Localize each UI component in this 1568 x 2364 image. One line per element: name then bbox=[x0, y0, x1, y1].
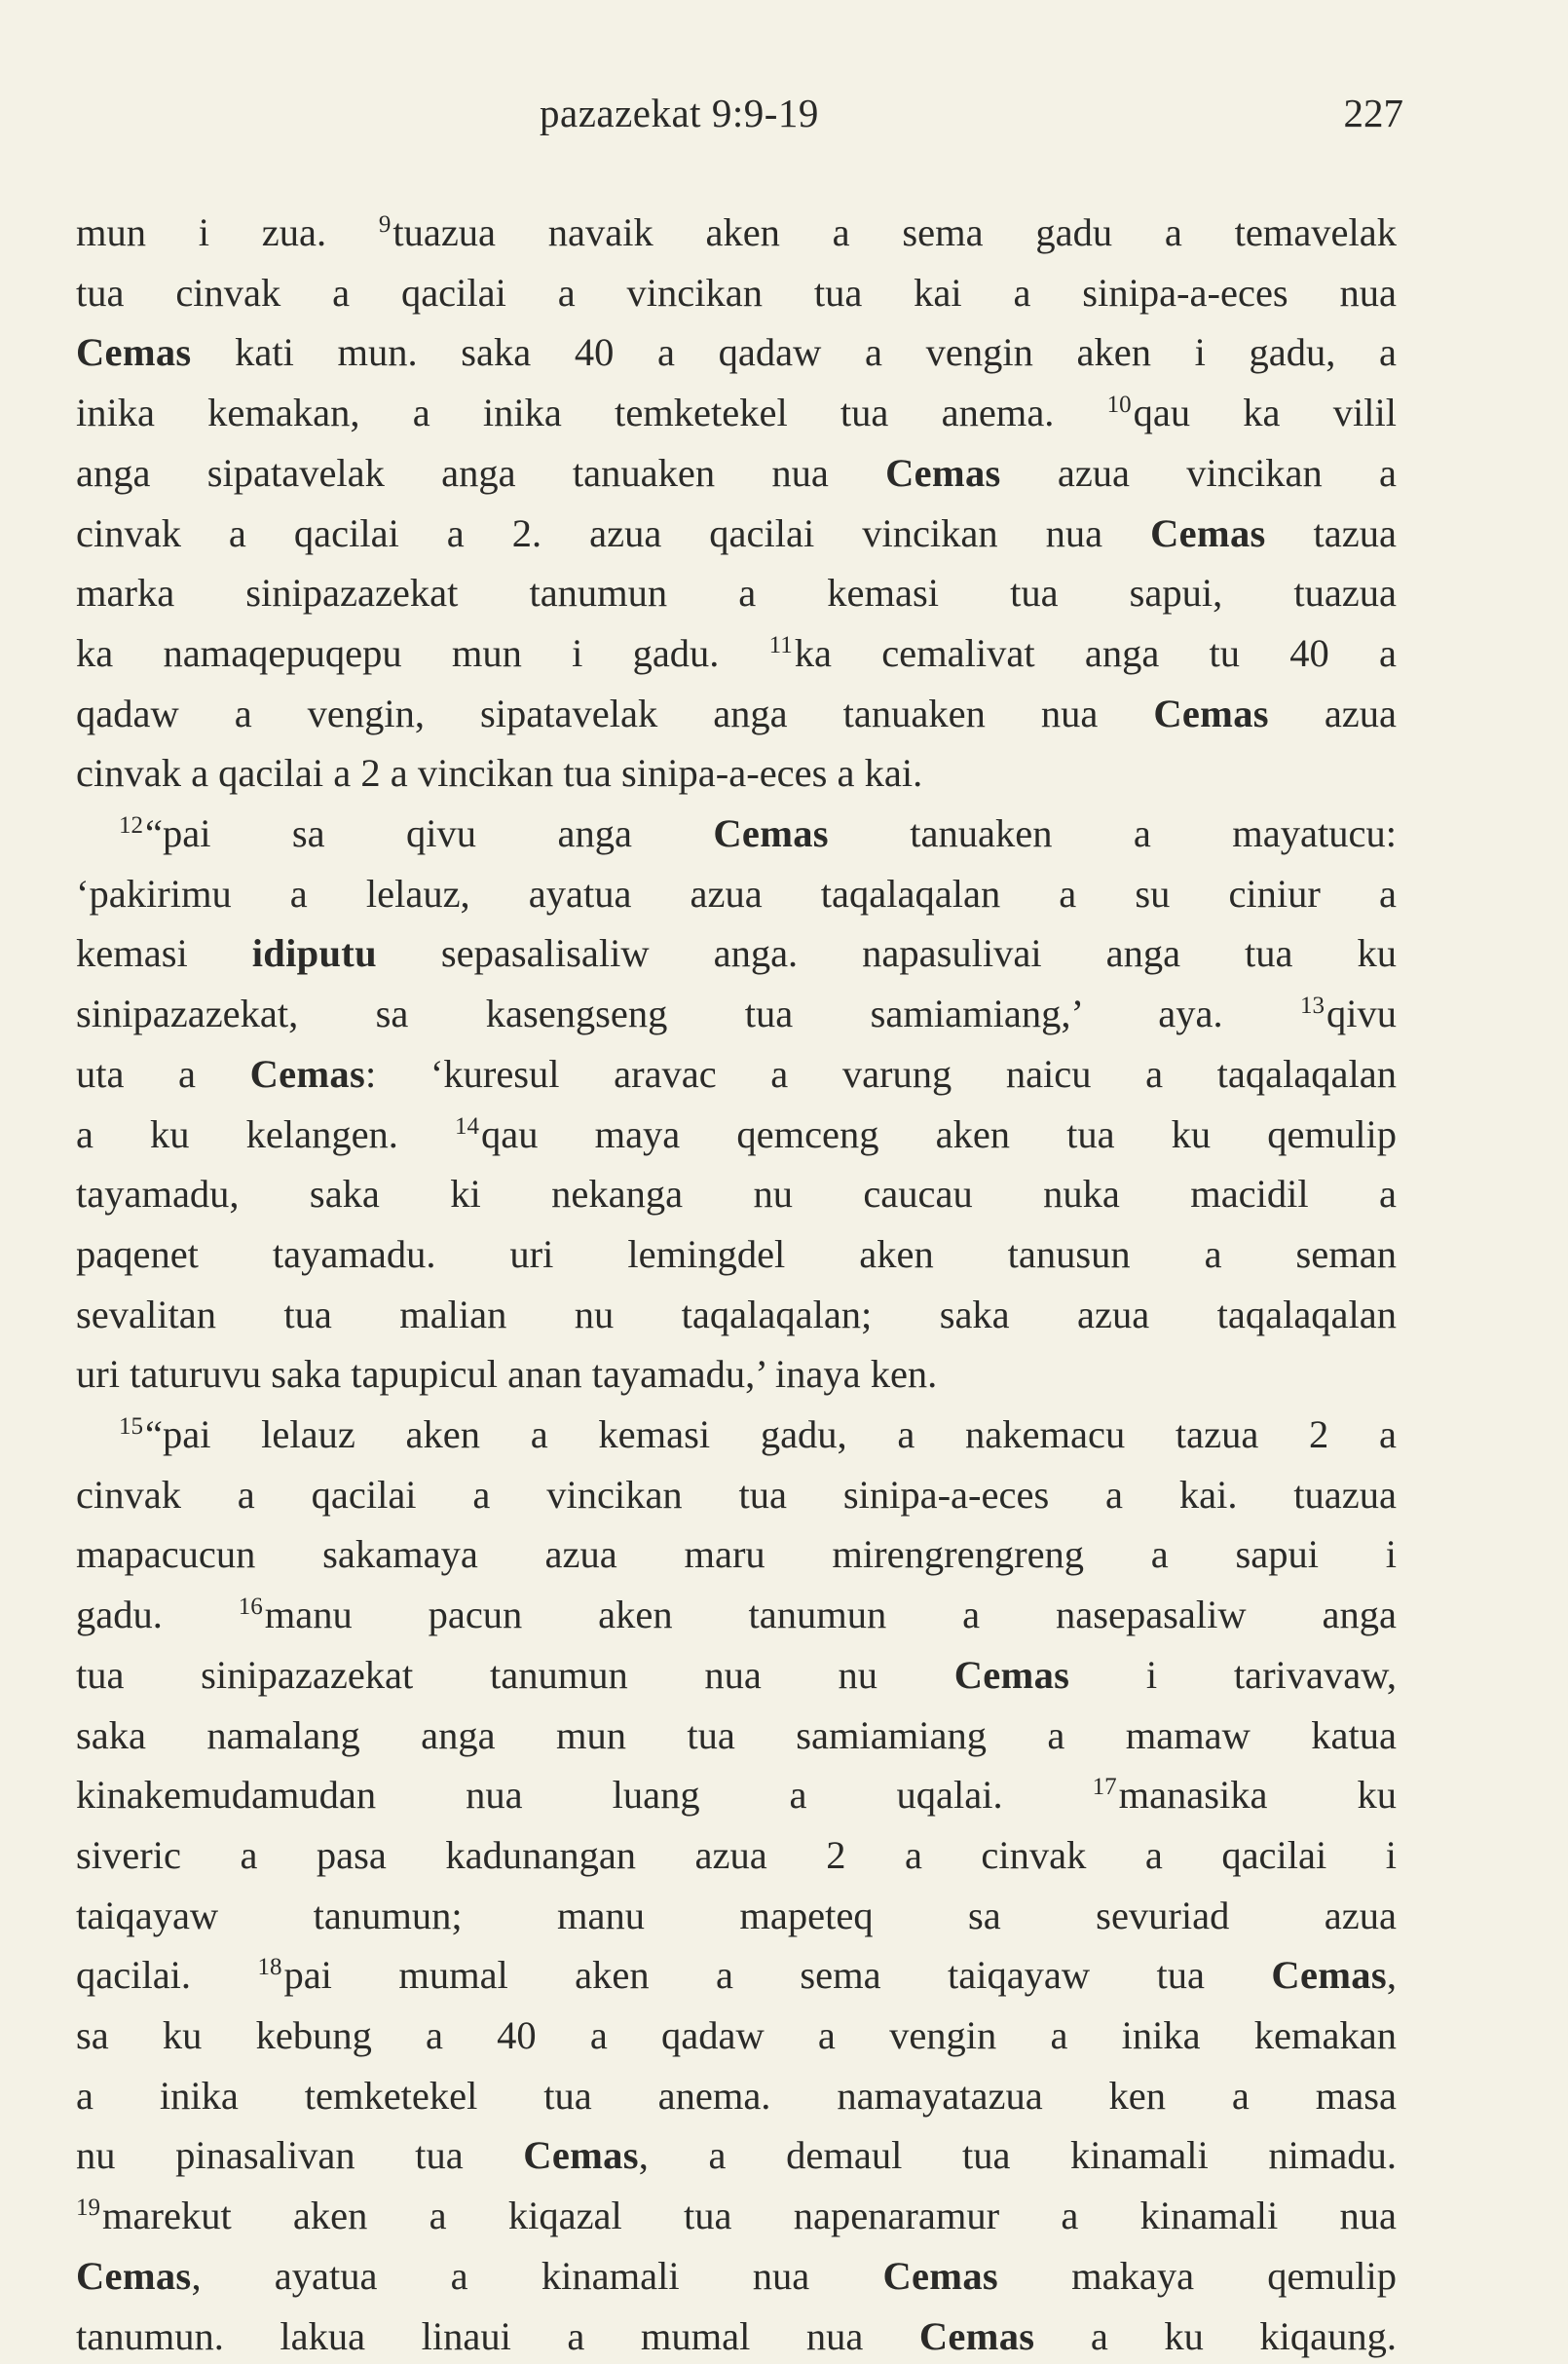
text-run: inika kemakan, a inika temketekel tua anema. bbox=[76, 391, 1107, 435]
text-run: kemasi bbox=[76, 931, 252, 976]
text-line bbox=[76, 1108, 1397, 1161]
text-run: a inika temketekel tua anema. namayatazua ken a masa bbox=[76, 2073, 1397, 2118]
text-line bbox=[76, 1829, 1397, 1882]
text-run: “pai lelauz aken a kemasi gadu, a nakemacu tazua 2 a bbox=[145, 1412, 1397, 1456]
text-run: pai mumal aken a sema taiqayaw tua bbox=[283, 1953, 1272, 1998]
text-line bbox=[76, 927, 1397, 980]
text-line bbox=[76, 1589, 1397, 1641]
verse-number: 19 bbox=[76, 2195, 100, 2222]
text-run: i tarivavaw, bbox=[1069, 1652, 1397, 1697]
text-run: a ku kelangen. bbox=[76, 1111, 456, 1156]
text-run: qadaw a vengin, sipatavelak anga tanuaken nua bbox=[76, 691, 1154, 735]
text-run: tuazua navaik aken a sema gadu a temavelak bbox=[392, 210, 1397, 254]
verse-number: 17 bbox=[1092, 1774, 1117, 1801]
text-run: marekut aken a kiqazal tua napenaramur a kinamali nua bbox=[102, 2194, 1397, 2238]
text-line bbox=[76, 1048, 1397, 1101]
text-run: manu pacun aken tanumun a nasepasaliw anga bbox=[264, 1593, 1397, 1637]
text-run: qivu bbox=[1325, 992, 1397, 1036]
text-run: : ‘kuresul aravac a varung naicu a taqalaqalan bbox=[365, 1051, 1397, 1096]
text-run: azua bbox=[1268, 691, 1397, 735]
body-text bbox=[76, 206, 1398, 2358]
text-line bbox=[76, 447, 1397, 500]
bold-word: Cemas bbox=[1153, 691, 1269, 735]
bold-word: Cemas bbox=[76, 2253, 192, 2298]
text-run: ka namaqepuqepu mun i gadu. bbox=[76, 630, 769, 675]
page-number: 227 bbox=[1343, 91, 1403, 135]
verse-number: 9 bbox=[378, 211, 392, 238]
text-run: ‘pakirimu a lelauz, ayatua azua taqalaqalan a su ciniur a bbox=[76, 871, 1397, 916]
text-run: sepasalisaliw anga. napasulivai anga tua ku bbox=[376, 931, 1397, 976]
text-line bbox=[76, 1890, 1397, 1942]
text-run: taiqayaw tanumun; manu mapeteq sa sevuriad azua bbox=[76, 1893, 1397, 1937]
bold-word: Cemas bbox=[76, 330, 192, 375]
text-run: azua vincikan a bbox=[1000, 450, 1398, 495]
bold-word: Cemas bbox=[249, 1051, 366, 1096]
text-line bbox=[76, 1228, 1397, 1281]
text-line bbox=[76, 1408, 1397, 1461]
verse-number: 12 bbox=[119, 812, 143, 839]
verse-number: 13 bbox=[1299, 993, 1325, 1020]
text-line bbox=[76, 206, 1397, 259]
text-run: gadu. bbox=[76, 1593, 239, 1637]
text-run: , bbox=[1386, 1953, 1398, 1998]
verse-number: 14 bbox=[455, 1112, 480, 1140]
text-line bbox=[76, 868, 1397, 920]
text-line bbox=[76, 2070, 1397, 2122]
text-run: kinakemudamudan nua luang a uqalai. bbox=[76, 1773, 1093, 1818]
text-run: siveric a pasa kadunangan azua 2 a cinvak a qacilai i bbox=[76, 1832, 1397, 1877]
text-run: cinvak a qacilai a vincikan tua sinipa-a-eces a kai. tuazua bbox=[76, 1472, 1397, 1517]
text-run: saka namalang anga mun tua samiamiang a mamaw katua bbox=[76, 1712, 1397, 1757]
text-line bbox=[76, 507, 1397, 560]
text-line bbox=[76, 1289, 1397, 1341]
text-run: qau maya qemceng aken tua ku qemulip bbox=[481, 1111, 1397, 1156]
verse-number: 15 bbox=[119, 1413, 143, 1440]
text-line bbox=[76, 1709, 1397, 1762]
text-run: kati mun. saka 40 a qadaw a vengin aken i gadu, a bbox=[191, 330, 1397, 375]
text-run: a ku kiqaung. bbox=[1034, 2313, 1397, 2358]
bold-word: Cemas bbox=[953, 1652, 1070, 1697]
text-run: mapacucun sakamaya azua maru mirengrengreng a sapui i bbox=[76, 1532, 1397, 1577]
running-head: pazazekat 9:9-19 bbox=[540, 91, 819, 135]
text-line bbox=[76, 2129, 1397, 2182]
text-run: sinipazazekat, sa kasengseng tua samiamiang,’ aya. bbox=[76, 992, 1300, 1036]
bold-word: Cemas bbox=[713, 811, 829, 855]
text-line bbox=[76, 688, 1397, 740]
bold-word: Cemas bbox=[1150, 510, 1266, 555]
text-run: mun i zua. bbox=[76, 210, 379, 254]
verse-number: 11 bbox=[768, 631, 793, 658]
bold-word: Cemas bbox=[918, 2313, 1035, 2358]
verse-number: 10 bbox=[1106, 392, 1132, 419]
text-line bbox=[76, 1769, 1397, 1821]
text-line bbox=[76, 807, 1397, 860]
text-line bbox=[76, 1469, 1397, 1521]
bold-word: Cemas bbox=[885, 450, 1001, 495]
text-run: , ayatua a kinamali nua bbox=[191, 2253, 883, 2298]
text-run: ka cemalivat anga tu 40 a bbox=[794, 630, 1397, 675]
verse-number: 16 bbox=[238, 1594, 263, 1621]
text-run: makaya qemulip bbox=[997, 2253, 1397, 2298]
text-line bbox=[76, 1649, 1397, 1702]
text-line bbox=[76, 1528, 1397, 1581]
text-run: , a demaul tua kinamali nimadu. bbox=[638, 2133, 1397, 2178]
text-run: “pai sa qivu anga bbox=[145, 811, 714, 855]
text-run: tua sinipazazekat tanumun nua nu bbox=[76, 1652, 954, 1697]
text-line bbox=[76, 1348, 1397, 1401]
verse-number: 18 bbox=[257, 1954, 282, 1981]
text-run: qau ka vilil bbox=[1133, 391, 1397, 435]
text-run: cinvak a qacilai a 2 a vincikan tua sinipa-a-eces a kai. bbox=[76, 751, 923, 796]
text-line bbox=[76, 1949, 1397, 2002]
bold-word: Cemas bbox=[1271, 1953, 1387, 1998]
text-run: uri taturuvu saka tapupicul anan tayamadu,’ inaya ken. bbox=[76, 1352, 938, 1397]
text-run: manasika ku bbox=[1118, 1773, 1398, 1818]
text-run: marka sinipazazekat tanumun a kemasi tua sapui, tuazua bbox=[76, 571, 1397, 616]
text-run: tayamadu, saka ki nekanga nu caucau nuka macidil a bbox=[76, 1172, 1397, 1217]
page-header bbox=[0, 90, 1568, 158]
text-line bbox=[76, 1168, 1397, 1220]
bold-word: Cemas bbox=[882, 2253, 998, 2298]
text-line bbox=[76, 387, 1397, 439]
bold-word: idiputu bbox=[251, 931, 377, 976]
text-line bbox=[76, 747, 1397, 800]
text-run: tua cinvak a qacilai a vincikan tua kai a sinipa-a-eces nua bbox=[76, 270, 1397, 315]
text-line bbox=[76, 2250, 1397, 2303]
text-run: anga sipatavelak anga tanuaken nua bbox=[76, 450, 886, 495]
text-line bbox=[76, 2190, 1397, 2242]
text-line bbox=[76, 2009, 1397, 2062]
text-line bbox=[76, 627, 1397, 680]
text-line bbox=[76, 567, 1397, 619]
text-run: sa ku kebung a 40 a qadaw a vengin a inika kemakan bbox=[76, 2013, 1397, 2057]
text-line bbox=[76, 267, 1397, 319]
text-line bbox=[76, 2310, 1397, 2363]
text-run: sevalitan tua malian nu taqalaqalan; saka azua taqalaqalan bbox=[76, 1292, 1397, 1336]
text-line bbox=[76, 988, 1397, 1040]
text-run: uta a bbox=[76, 1051, 250, 1096]
text-run: qacilai. bbox=[76, 1953, 258, 1998]
text-run: paqenet tayamadu. uri lemingdel aken tanusun a seman bbox=[76, 1231, 1397, 1276]
text-line bbox=[76, 326, 1397, 379]
text-run: nu pinasalivan tua bbox=[76, 2133, 524, 2178]
text-run: tanuaken a mayatucu: bbox=[828, 811, 1397, 855]
text-run: tanumun. lakua linaui a mumal nua bbox=[76, 2313, 919, 2358]
text-run: cinvak a qacilai a 2. azua qacilai vincikan nua bbox=[76, 510, 1151, 555]
bold-word: Cemas bbox=[523, 2133, 639, 2178]
text-run: tazua bbox=[1265, 510, 1397, 555]
